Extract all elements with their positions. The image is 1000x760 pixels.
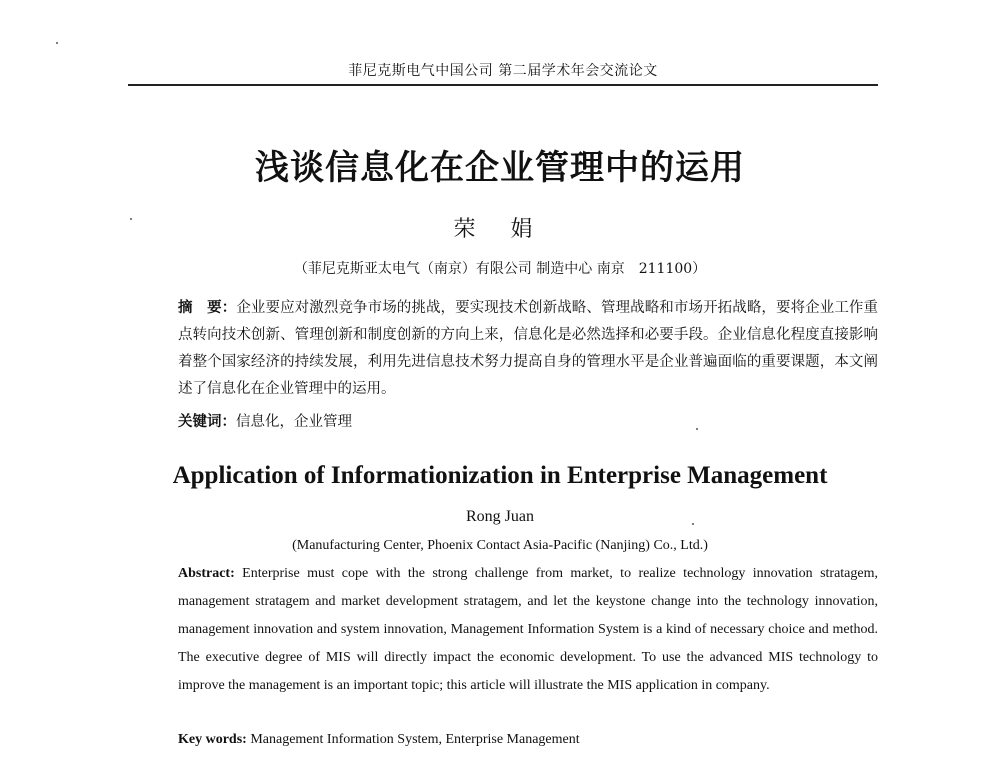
abstract-cn <box>178 294 878 403</box>
abstract-en <box>178 560 878 700</box>
paper-title-en: Application of Informationization in Enterprise Management <box>172 462 828 489</box>
abstract-label-en: Abstract: <box>178 566 235 581</box>
keywords-text-en: Management Information System, Enterprise Management <box>250 732 580 747</box>
keywords-label-en: Key words: <box>178 732 247 747</box>
affiliation-cn: （菲尼克斯亚太电气（南京）有限公司 制造中心 南京 211100） <box>293 261 707 277</box>
scan-speck <box>130 218 132 220</box>
header-rule <box>128 84 878 86</box>
running-header: 菲尼克斯电气中国公司 第二届学术年会交流论文 <box>348 63 658 79</box>
affiliation-en: (Manufacturing Center, Phoenix Contact Asia-Pacific (Nanjing) Co., Ltd.) <box>292 538 708 553</box>
keywords-label-cn: 关键词： <box>178 413 236 430</box>
abstract-label-cn: 摘 要： <box>178 299 237 316</box>
abstract-text-en: Enterprise must cope with the strong challenge from market, to realize technology innovation stratagem, management stratagem and market development stratagem, and let the keystone change into the technology innovation, management innovation and system innovation, Management Information System is a kind of necessary choice and method. The executive degree of MIS will directly impact the economic development. To use the advanced MIS technology to improve the management is an important topic; this article will illustrate the MIS application in company. <box>178 566 878 693</box>
keywords-en <box>178 732 878 748</box>
keywords-text-cn: 信息化，企业管理 <box>236 414 352 430</box>
keywords-cn <box>178 410 878 434</box>
scan-speck <box>692 523 694 525</box>
author-en: Rong Juan <box>466 508 534 525</box>
abstract-text-cn: 企业要应对激烈竞争市场的挑战，要实现技术创新战略、管理战略和市场开拓战略，要将企业工作重点转向技术创新、管理创新和制度创新的方向上来，信息化是必然选择和必要手段。企业信息化程度直接影响着整个国家经济的持续发展，利用先进信息技术努力提高自身的管理水平是企业普遍面临的重要课题，本文阐述了信息化在企业管理中的运用。 <box>178 300 878 397</box>
scan-speck <box>56 42 58 44</box>
scan-speck <box>696 428 698 430</box>
author-cn: 荣 娟 <box>453 217 547 242</box>
paper-title-cn: 浅谈信息化在企业管理中的运用 <box>255 148 745 188</box>
